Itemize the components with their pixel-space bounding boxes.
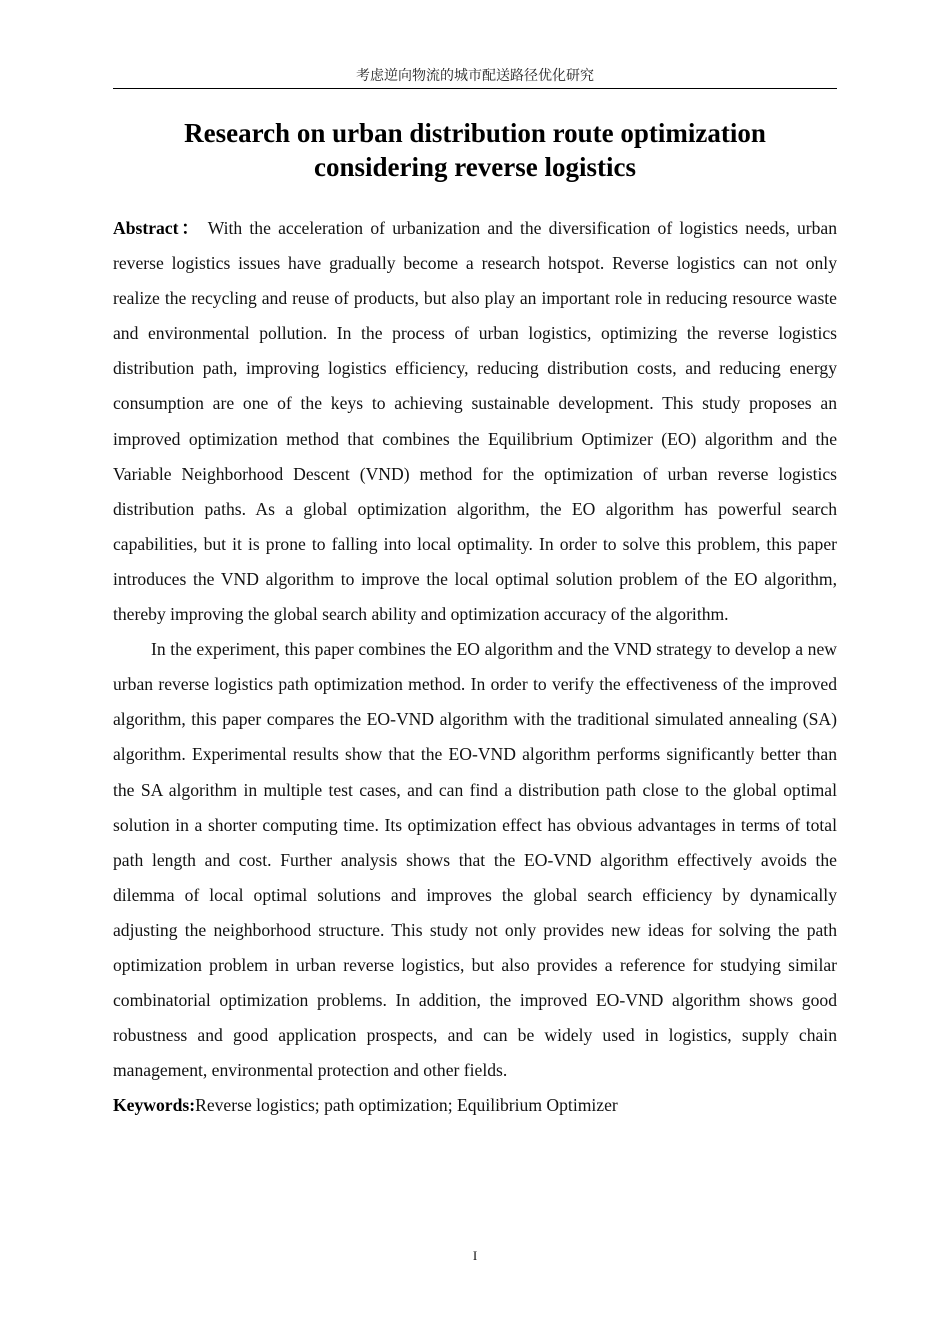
abstract-paragraph-1-text: With the acceleration of urbanization and the diversification of logistics needs, urban reverse logistics issues have gradually become a research hotspot. Reverse logistics can not only realize the recycling and reuse of products, but also play an important role in reducing resource waste and environmental pollution. In the process of urban logistics, optimizing the reverse logistics distribution path, improving logistics efficiency, reducing distribution costs, and reducing energy consumption are one of the keys to achieving sustainable development. This study proposes an improved optimization method that combines the Equilibrium Optimizer (EO) algorithm and the Variable Neighborhood Descent (VND) method for the optimization of urban reverse logistics distribution paths. As a global optimization algorithm, the EO algorithm has powerful search capabilities, but it is prone to falling into local optimality. In order to solve this problem, this paper introduces the VND algorithm to improve the local optimal solution problem of the EO algorithm, thereby improving the global search ability and optimization accuracy of the algorithm. (113, 218, 837, 625)
abstract-section (113, 211, 837, 1123)
header-rule (113, 88, 837, 89)
keywords-line (113, 1088, 837, 1123)
paper-title (113, 116, 837, 184)
keywords-text: Reverse logistics; path optimization; Equilibrium Optimizer (195, 1095, 618, 1116)
abstract-paragraph-2: In the experiment, this paper combines the EO algorithm and the VND strategy to develop a new urban reverse logistics path optimization method. In order to verify the effectiveness of the improved algorithm, this paper compares the EO-VND algorithm with the traditional simulated annealing (SA) algorithm. Experimental results show that the EO-VND algorithm performs significantly better than the SA algorithm in multiple test cases, and can find a distribution path close to the global optimal solution in a shorter computing time. Its optimization effect has obvious advantages in terms of total path length and cost. Further analysis shows that the EO-VND algorithm effectively avoids the dilemma of local optimal solutions and improves the global search efficiency by dynamically adjusting the neighborhood structure. This study not only provides new ideas for solving the path optimization problem in urban reverse logistics, but also provides a reference for studying similar combinatorial optimization problems. In addition, the improved EO-VND algorithm shows good robustness and good application prospects, and can be widely used in logistics, supply chain management, environmental protection and other fields. (113, 639, 837, 1081)
page-number: I (472, 1248, 478, 1263)
title-line-2: considering reverse logistics (314, 152, 636, 182)
abstract-paragraph-1 (113, 211, 837, 632)
running-header: 考虑逆向物流的城市配送路径优化研究 (356, 68, 594, 84)
title-line-1: Research on urban distribution route optimization (184, 118, 766, 148)
keywords-label: Keywords: (113, 1095, 196, 1116)
abstract-label: Abstract： (113, 218, 202, 238)
